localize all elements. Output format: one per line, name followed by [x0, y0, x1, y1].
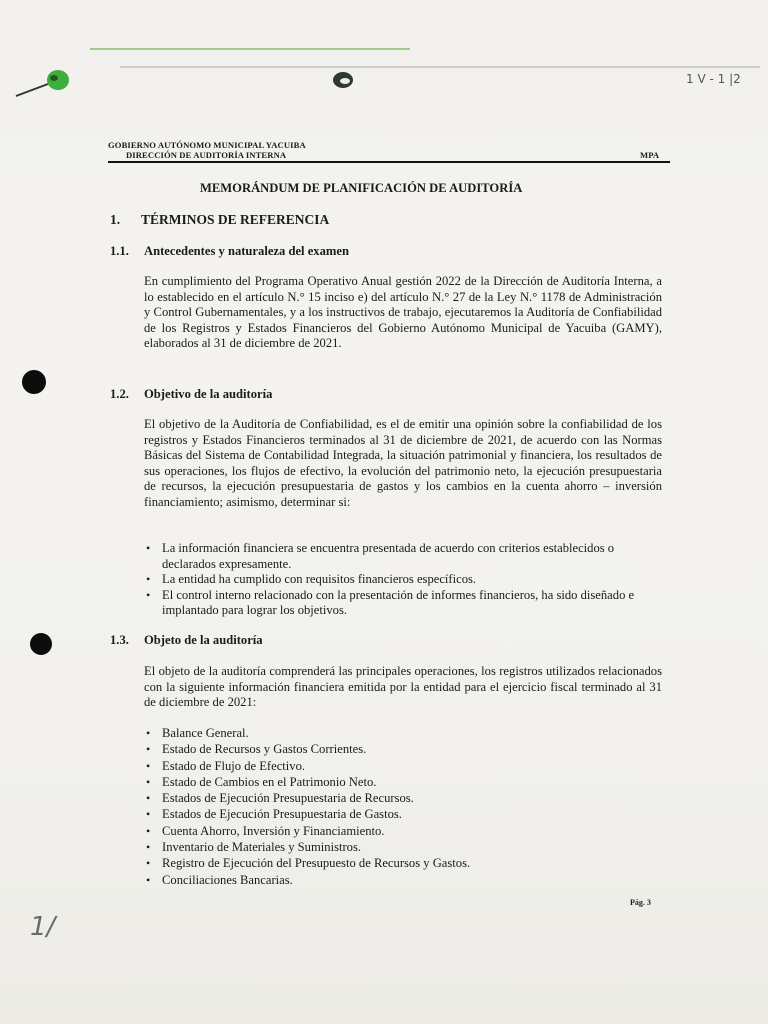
list-item — [144, 572, 664, 588]
bullet-icon: • — [146, 840, 151, 855]
list-item — [144, 741, 664, 757]
list-item — [144, 823, 664, 839]
section-1-1-heading — [110, 244, 349, 259]
list-item — [144, 774, 664, 790]
list-item — [144, 541, 664, 572]
list-item — [144, 790, 664, 806]
section-1-2-bullet-list — [144, 541, 664, 619]
bullet-icon: • — [146, 758, 151, 773]
list-item — [144, 839, 664, 855]
section-1-3-paragraph: El objeto de la auditoría comprenderá las principales operaciones, los registros utilizados relacionados con la siguiente información financiera emitida por la entidad para el ejercicio fiscal terminado al 31 de diciembre de 2021: — [144, 664, 662, 710]
list-item-text: Balance General. — [162, 726, 249, 740]
section-1-title: TÉRMINOS DE REFERENCIA — [141, 212, 330, 227]
handwritten-page-note: 1 V - 1 |2 — [686, 72, 741, 86]
section-1-2-number: 1.2. — [110, 387, 129, 401]
bullet-icon: • — [146, 742, 151, 757]
list-item-text: La información financiera se encuentra presentada de acuerdo con criterios establecidos o declarados expresamente. — [162, 541, 615, 571]
punch-hole-upper — [22, 370, 46, 394]
bullet-icon: • — [146, 541, 151, 555]
list-item-text: Estado de Flujo de Efectivo. — [162, 758, 306, 773]
top-edge-line — [90, 48, 410, 50]
bullet-icon: • — [146, 726, 151, 740]
section-1-3-bullet-list — [144, 725, 664, 888]
bullet-icon: • — [146, 791, 151, 806]
section-1-2-paragraph: El objetivo de la Auditoría de Confiabilidad, es el de emitir una opinión sobre la confiabilidad de los registros y Estados Financieros terminados al 31 de diciembre de 2021, de acuerdo con las Normas Básicas del Sistema de Contabilidad Integrada, la situación patrimonial y financiera, los resultados de sus operaciones, los flujos de efectivo, la evolución del patrimonio neto, la ejecución presupuestaria de recursos, la ejecución presupuestaria de gastos y los cambios en la cuenta ahorro – inversión financiamiento; asimismo, determinar si: — [144, 417, 662, 509]
header-department: DIRECCIÓN DE AUDITORÍA INTERNA — [126, 150, 287, 160]
list-item-text: Conciliaciones Bancarias. — [162, 872, 293, 887]
section-1-1-number: 1.1. — [110, 244, 129, 258]
green-hole-mark — [330, 70, 356, 90]
bullet-icon: • — [146, 587, 151, 602]
section-1-1-paragraph: En cumplimiento del Programa Operativo Anual gestión 2022 de la Dirección de Auditoría Interna, a lo establecido en el artículo N.° 15 inciso e) del artículo N.° 27 de la Ley N.° 1178 de Administración y Control Gubernamentales, y a los instructivos de trabajo, ejecutaremos la Auditoría de Confiabilidad de los Registros y Estados Financieros del Gobierno Autónomo Municipal de Yacuiba (GAMY), elaborados al 31 de diciembre de 2021. — [144, 274, 662, 351]
list-item-text: Estado de Cambios en el Patrimonio Neto. — [162, 774, 377, 789]
list-item — [144, 588, 664, 619]
section-1-3-heading — [110, 633, 263, 648]
section-1-2-heading — [110, 387, 272, 402]
list-item — [144, 855, 664, 871]
section-1-1-title: Antecedentes y naturaleza del examen — [144, 244, 349, 258]
list-item — [144, 758, 664, 774]
section-1-3-number: 1.3. — [110, 633, 129, 647]
handwritten-margin-mark: 1/ — [30, 912, 56, 942]
green-pin-mark — [14, 66, 70, 100]
bullet-icon: • — [146, 774, 151, 789]
bullet-icon: • — [146, 807, 151, 822]
list-item-text: Cuenta Ahorro, Inversión y Financiamiento. — [162, 823, 385, 838]
list-item-text: La entidad ha cumplido con requisitos financieros específicos. — [162, 572, 477, 587]
list-item — [144, 725, 664, 741]
header-institution: GOBIERNO AUTÓNOMO MUNICIPAL YACUIBA — [108, 140, 306, 150]
bullet-icon: • — [146, 872, 151, 887]
section-1-heading — [110, 212, 329, 228]
list-item — [144, 806, 664, 822]
list-item-text: Estados de Ejecución Presupuestaria de Gastos. — [162, 807, 402, 822]
page-number: Pág. 3 — [630, 898, 651, 907]
list-item-text: Registro de Ejecución del Presupuesto de Recursos y Gastos. — [162, 856, 471, 871]
list-item-text: Inventario de Materiales y Suministros. — [162, 840, 362, 855]
punch-hole-lower — [30, 633, 52, 655]
section-1-3-title: Objeto de la auditoría — [144, 633, 263, 647]
top-gray-line — [120, 66, 760, 68]
header-code: MPA — [640, 150, 660, 160]
bullet-icon: • — [146, 823, 151, 838]
bullet-icon: • — [146, 572, 151, 587]
header-rule — [108, 161, 670, 163]
list-item — [144, 872, 664, 888]
section-1-2-title: Objetivo de la auditoría — [144, 387, 273, 401]
list-item-text: Estados de Ejecución Presupuestaria de Recursos. — [162, 791, 414, 806]
bullet-icon: • — [146, 856, 151, 871]
list-item-text: Estado de Recursos y Gastos Corrientes. — [162, 742, 367, 757]
list-item-text: El control interno relacionado con la presentación de informes financieros, ha sido diseñado e implantado para lograr los objetivos. — [162, 587, 635, 618]
section-1-number: 1. — [110, 212, 121, 227]
document-title: MEMORÁNDUM DE PLANIFICACIÓN DE AUDITORÍA — [200, 181, 523, 195]
